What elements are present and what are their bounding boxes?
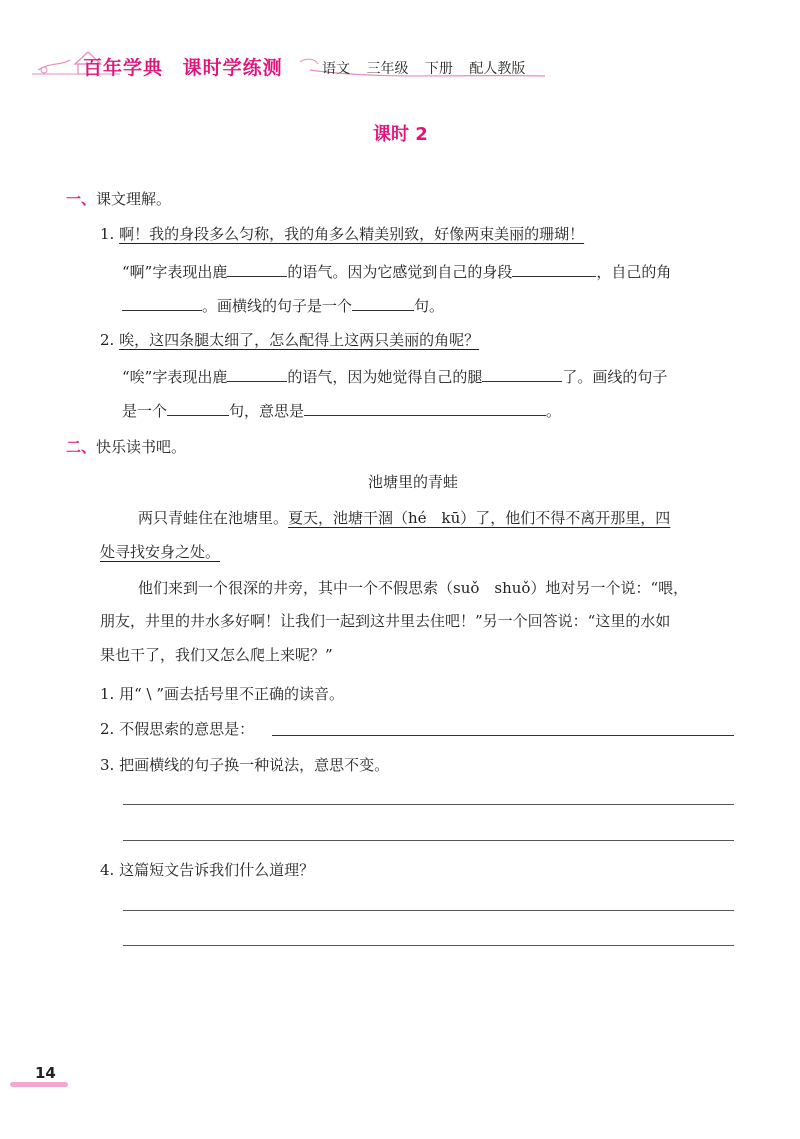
header-info <box>322 58 537 78</box>
header-brand <box>83 53 283 80</box>
text: 句，意思是 <box>229 402 305 420</box>
answer-blank[interactable] <box>122 294 202 311</box>
s2-question-2 <box>100 718 254 740</box>
brand-name: 百年学典 <box>83 57 164 79</box>
header-volume: 下册 <box>424 61 453 77</box>
s1-q1-sentence <box>100 223 584 245</box>
answer-line[interactable] <box>272 735 734 736</box>
text: 是一个 <box>122 402 168 420</box>
text: 两只青蛙住在池塘里。 <box>138 509 289 527</box>
text: “唉”字表现出鹿 <box>122 368 228 386</box>
text: 的语气，因为她觉得自己的腿 <box>287 368 483 386</box>
story-p2-line3: 果也干了，我们又怎么爬上来呢？” <box>100 646 333 664</box>
section-2-heading <box>66 436 186 457</box>
answer-line[interactable] <box>123 910 734 911</box>
text: 。 <box>546 402 562 420</box>
answer-line[interactable] <box>123 804 734 805</box>
text: 句。 <box>414 297 445 315</box>
s1-q1-quote: 啊！我的身段多么匀称，我的角多么精美别致，好像两束美丽的珊瑚！ <box>119 225 585 243</box>
section-2-number: 二、 <box>66 438 97 456</box>
s1-q2-quote: 唉，这四条腿太细了，怎么配得上这两只美丽的角呢？ <box>119 331 480 349</box>
text: ，自己的角 <box>596 263 672 281</box>
story-p2-line1: 他们来到一个很深的井旁，其中一个不假思索（suǒ shuǒ）地对另一个说：“喂， <box>138 579 689 597</box>
section-2-title: 快乐读书吧。 <box>96 438 187 456</box>
answer-blank[interactable] <box>512 260 596 277</box>
s1-q2-number: 2. <box>100 331 115 349</box>
header-subject: 语文 <box>322 61 350 77</box>
s2-question-3: 3. 把画横线的句子换一种说法，意思不变。 <box>100 756 390 774</box>
answer-line[interactable] <box>123 945 734 946</box>
header-edition: 配人教版 <box>469 61 526 77</box>
s1-q1-line2 <box>122 294 444 317</box>
text: 。画横线的句子是一个 <box>202 297 353 315</box>
s1-q1-line1 <box>122 260 671 283</box>
underlined-sentence: 夏天，池塘干涸（hé kū）了，他们不得不离开那里，四 <box>288 509 671 527</box>
answer-blank[interactable] <box>227 365 287 382</box>
text: 的语气。因为它感觉到自己的身段 <box>287 263 513 281</box>
answer-blank[interactable] <box>482 365 562 382</box>
header-grade: 三年级 <box>366 61 409 77</box>
story-title: 池塘里的青蛙 <box>368 473 459 491</box>
answer-blank[interactable] <box>352 294 414 311</box>
answer-blank[interactable] <box>167 399 229 416</box>
lesson-title: 课时 2 <box>373 124 428 145</box>
answer-blank[interactable] <box>227 260 287 277</box>
underlined-sentence: 处寻找安身之处。 <box>100 543 221 561</box>
section-1-number: 一、 <box>66 190 97 208</box>
text: 2. 不假思索的意思是： <box>100 720 255 738</box>
brand-series: 课时学练测 <box>182 57 283 79</box>
s1-q2-sentence <box>100 329 479 351</box>
text: 了。画线的句子 <box>562 368 668 386</box>
section-1-title: 课文理解。 <box>96 190 172 208</box>
story-p1-line2 <box>100 541 220 563</box>
story-p2-line2: 朋友，井里的井水多好啊！让我们一起到这井里去住吧！”另一个回答说：“这里的水如 <box>100 612 671 630</box>
answer-blank[interactable] <box>304 399 546 416</box>
s2-question-1: 1. 用“ \ ”画去括号里不正确的读音。 <box>100 685 345 703</box>
story-p1-line1 <box>138 507 670 529</box>
s1-q2-line1 <box>122 365 667 388</box>
s1-q2-line2 <box>122 399 561 422</box>
text: “啊”字表现出鹿 <box>122 263 228 281</box>
s2-question-4: 4. 这篇短文告诉我们什么道理？ <box>100 861 315 879</box>
s1-q1-number: 1. <box>100 225 115 243</box>
page-number: 14 <box>35 1064 56 1082</box>
answer-line[interactable] <box>123 840 734 841</box>
footer-bar <box>10 1082 68 1087</box>
section-1-heading <box>66 188 171 209</box>
